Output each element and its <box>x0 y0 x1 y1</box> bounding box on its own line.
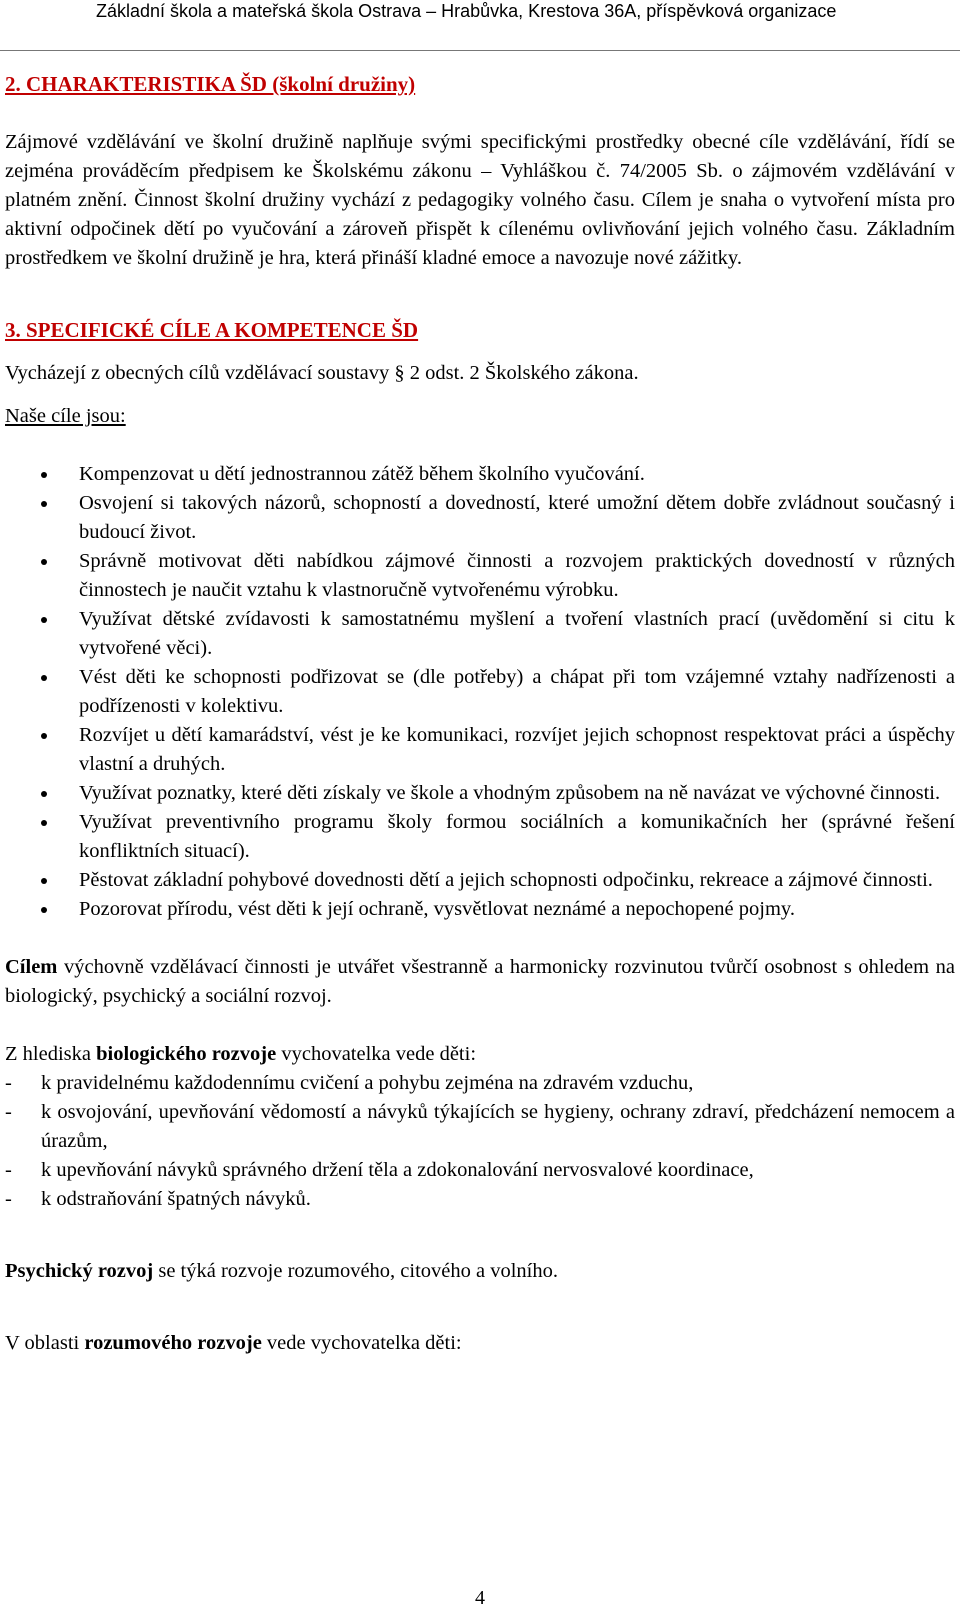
page-header <box>0 0 960 51</box>
bullet-icon <box>41 675 47 681</box>
document-body <box>5 70 955 1358</box>
list-item: - k osvojování, upevňování vědomostí a návyků týkajících se hygieny, ochrany zdraví, předcházení nemocem a úrazům, <box>5 1098 955 1156</box>
list-item: Využívat preventivního programu školy formou sociálních a komunikačních her (správné řešení konfliktních situací). <box>5 808 955 866</box>
list-item: Kompenzovat u dětí jednostrannou zátěž během školního vyučování. <box>5 460 955 489</box>
dash-icon: - <box>5 1188 12 1210</box>
bio-list <box>5 1069 955 1214</box>
bullet-icon <box>41 733 47 739</box>
section-3-heading: 3. SPECIFICKÉ CÍLE A KOMPETENCE ŠD <box>5 318 419 342</box>
list-item: Vést děti ke schopnosti podřizovat se (dle potřeby) a chápat při tom vzájemné vztahy nadřízenosti a podřízenosti v kolektivu. <box>5 663 955 721</box>
bullet-icon <box>41 559 47 565</box>
list-item: Osvojení si takových názorů, schopností a dovedností, které umožní dětem dobře zvládnout současný i budoucí život. <box>5 489 955 547</box>
list-item: - k upevňování návyků správného držení těla a zdokonalování nervosvalové koordinace, <box>5 1156 955 1185</box>
bullet-icon <box>41 617 47 623</box>
bullet-icon <box>41 791 47 797</box>
aim-paragraph <box>5 953 955 1011</box>
dash-icon: - <box>5 1101 12 1123</box>
list-item: Pozorovat přírodu, vést děti k její ochraně, vysvětlovat neznámé a nepochopené pojmy. <box>5 895 955 924</box>
list-item: - k pravidelnému každodennímu cvičení a pohybu zejména na zdravém vzduchu, <box>5 1069 955 1098</box>
section-2-paragraph: Zájmové vzdělávání ve školní družině naplňuje svými specifickými prostředky obecné cíle vzdělávání, řídí se zejména prováděcím předpisem ke Školskému zákonu – Vyhláškou č. 74/2005 Sb. o zájmovém vzdělávání v platném znění. Činnost školní družiny vychází z pedagogiky volného času. Cílem je snaha o vytvoření místa pro aktivní odpočinek dětí po vyučování a zároveň přispět k cílenému ovlivňování jejich volného času. Základním prostředkem ve školní družině je hra, která přináší kladné emoce a navozuje nové zážitky. <box>5 131 955 269</box>
bullet-icon <box>41 878 47 884</box>
bio-bold: biologického rozvoje <box>96 1043 277 1065</box>
bullet-icon <box>41 472 47 478</box>
dash-icon: - <box>5 1159 12 1181</box>
mind-intro: V oblasti rozumového rozvoje vede vychovatelka děti: <box>5 1332 462 1354</box>
bullet-icon <box>41 907 47 913</box>
page-number: 4 <box>475 1587 485 1609</box>
bio-intro: Z hlediska biologického rozvoje vychovatelka vede děti: <box>5 1043 477 1065</box>
header-title: Základní škola a mateřská škola Ostrava – Hrabůvka, Krestova 36A, příspěvková organizace <box>96 1 837 21</box>
aim-rest: výchovně vzdělávací činnosti je utvářet všestranně a harmonicky rozvinutou tvůrčí osobnost s ohledem na biologický, psychický a sociální rozvoj. <box>5 956 955 1007</box>
goals-list <box>5 460 955 924</box>
mind-bold: rozumového rozvoje <box>84 1332 262 1354</box>
list-item: - k odstraňování špatných návyků. <box>5 1185 955 1214</box>
section-2-heading: 2. CHARAKTERISTIKA ŠD (školní družiny) <box>5 72 416 96</box>
section-3-intro: Vycházejí z obecných cílů vzdělávací soustavy § 2 odst. 2 Školského zákona. <box>5 362 639 384</box>
list-item: Správně motivovat děti nabídkou zájmové činnosti a rozvojem praktických dovedností v různých činnostech je naučit vztahu k vlastnoručně vytvořenému výrobku. <box>5 547 955 605</box>
dash-icon: - <box>5 1072 12 1094</box>
aim-bold: Cílem <box>5 956 58 978</box>
list-item: Pěstovat základní pohybové dovednosti dětí a jejich schopnosti odpočinku, rekreace a zájmové činnosti. <box>5 866 955 895</box>
goals-label-text: Naše cíle jsou: <box>5 405 126 427</box>
psych-bold: Psychický rozvoj <box>5 1260 154 1282</box>
bullet-icon <box>41 501 47 507</box>
list-item: Využívat dětské zvídavosti k samostatnému myšlení a tvoření vlastních prací (uvědomění si citu k vytvořené věci). <box>5 605 955 663</box>
goals-label <box>5 402 955 431</box>
list-item: Využívat poznatky, které děti získaly ve škole a vhodným způsobem na ně navázat ve výchovné činnosti. <box>5 779 955 808</box>
psych-paragraph: Psychický rozvoj se týká rozvoje rozumového, citového a volního. <box>5 1260 558 1282</box>
bullet-icon <box>41 820 47 826</box>
list-item: Rozvíjet u dětí kamarádství, vést je ke komunikaci, rozvíjet jejich schopnost respektovat práci a úspěchy vlastní a druhých. <box>5 721 955 779</box>
